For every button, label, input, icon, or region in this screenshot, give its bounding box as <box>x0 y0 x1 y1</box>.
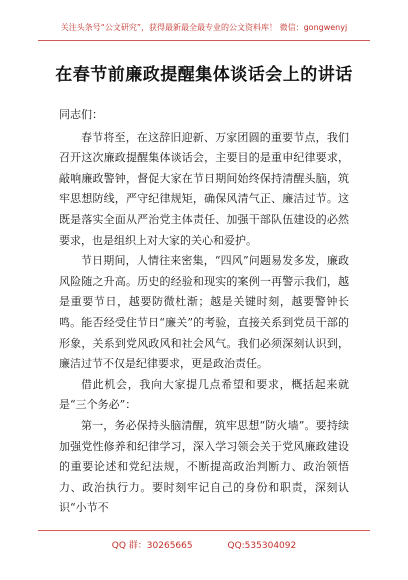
header-note: 关注头条号“公文研究”，获得最新最全最专业的公文资料库！ 微信：gongwenyj <box>60 23 348 32</box>
paragraph-2: 节日期间，人情往来密集，“四风”问题易发多发，廉政风险随之升高。历史的经验和现实的案例一再警示我们，越是重要节日，越要防微杜渐；越是关键时刻，越要警钟长鸣。能否经受住节日“廉关”的考验，直接关系到党员干部的形象，关系到党风政风和社会风气。我们必须深刻认识到，廉洁过节不仅是纪律要求，更是政治责任。 <box>59 254 349 371</box>
footer <box>0 538 408 551</box>
paragraph-4: 第一，务必保持头脑清醒，筑牢思想“防火墙”。要持续加强党性修养和纪律学习，深入学习领会关于党风廉政建设的重要论述和党纪法规，不断提高政治判断力、政治领悟力、政治执行力。要时刻牢记自己的身份和职责，深刻认识“小节不 <box>59 418 349 515</box>
footer-qq-group: QQ 群：30265665 <box>111 541 193 551</box>
paragraph-3: 借此机会，我向大家提几点希望和要求，概括起来就是“三个务必”： <box>59 377 349 412</box>
footer-qq-number: QQ:535304092 <box>227 541 297 551</box>
paragraph-1: 春节将至，在这辞旧迎新、万家团圆的重要节点，我们召开这次廉政提醒集体谈话会，主要目的是重申纪律要求，敲响廉政警钟，督促大家在节日期间始终保持清醒头脑，筑牢思想防线，严守纪律规矩，确保风清气正、廉洁过节。这既是落实全面从严治党主体责任、加强干部队伍建设的必然要求，也是组织上对大家的关心和爱护。 <box>59 130 349 247</box>
document-title: 在春节前廉政提醒集体谈话会上的讲话 <box>55 65 353 85</box>
footer-divider <box>38 530 370 531</box>
header-divider <box>38 40 370 41</box>
salutation: 同志们： <box>59 108 103 121</box>
document-body <box>59 105 349 519</box>
